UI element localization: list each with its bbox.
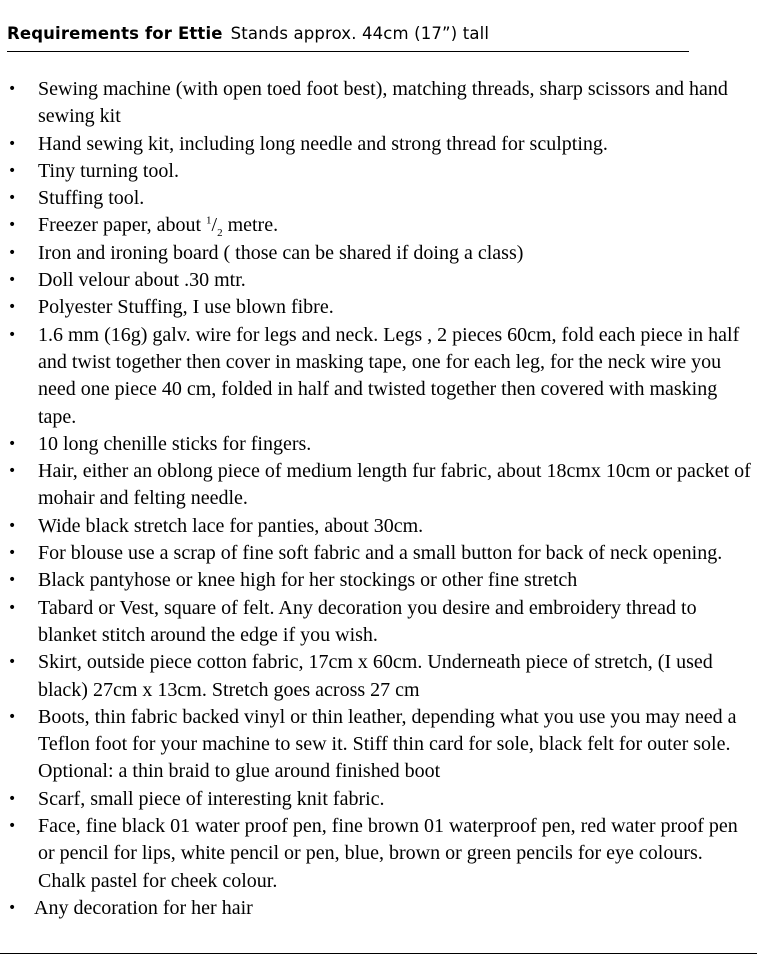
bullet-icon: • bbox=[8, 435, 17, 452]
list-item bbox=[0, 567, 757, 594]
fraction-denominator: 2 bbox=[217, 227, 223, 240]
list-item-text: Wide black stretch lace for panties, about 30cm. bbox=[38, 514, 424, 537]
bullet-icon: • bbox=[8, 572, 17, 589]
list-item-text: Face, fine black 01 water proof pen, fine brown 01 waterproof pen, red water proof pen or pencil for lips, white pencil or pen, blue, brown or green pencils for eye colours. Chalk pastel for cheek colour. bbox=[38, 815, 738, 892]
bullet-icon: • bbox=[8, 708, 17, 725]
list-item bbox=[0, 540, 757, 567]
list-item-text: Polyester Stuffing, I use blown fibre. bbox=[38, 296, 334, 319]
bullet-icon: • bbox=[8, 272, 17, 289]
bottom-divider bbox=[0, 953, 757, 954]
bullet-icon: • bbox=[8, 217, 17, 234]
bullet-icon: • bbox=[8, 790, 17, 807]
bullet-icon: • bbox=[8, 326, 17, 343]
list-item bbox=[0, 322, 757, 431]
list-item-text: Sewing machine (with open toed foot best), matching threads, sharp scissors and hand sewing kit bbox=[38, 78, 728, 128]
list-item bbox=[0, 895, 757, 922]
heading-title: Requirements for Ettie bbox=[7, 24, 223, 43]
list-item bbox=[0, 158, 757, 185]
list-item bbox=[0, 267, 757, 294]
list-item-text: For blouse use a scrap of fine soft fabric and a small button for back of neck opening. bbox=[38, 542, 723, 565]
half-fraction bbox=[206, 214, 223, 240]
list-item bbox=[0, 240, 757, 267]
list-item bbox=[0, 813, 757, 895]
list-item-text: Hair, either an oblong piece of medium length fur fabric, about 18cmx 10cm or packet of mohair and felting needle. bbox=[38, 460, 751, 510]
fraction-slash: / bbox=[211, 214, 218, 237]
bullet-icon: • bbox=[8, 818, 17, 835]
list-item bbox=[0, 185, 757, 212]
requirements-list bbox=[0, 76, 757, 922]
list-item bbox=[0, 76, 757, 131]
list-item bbox=[0, 786, 757, 813]
list-item-text: Doll velour about .30 mtr. bbox=[38, 269, 246, 292]
list-item bbox=[0, 431, 757, 458]
bullet-icon: • bbox=[8, 135, 17, 152]
list-item-text: Tabard or Vest, square of felt. Any decoration you desire and embroidery thread to blanket stitch around the edge if you wish. bbox=[38, 596, 697, 646]
list-item-text: 1.6 mm (16g) galv. wire for legs and neck. Legs , 2 pieces 60cm, fold each piece in half and twist together then cover in masking tape, one for each leg, for the neck wire you need one piece 40 cm, folded in half and twisted together then covered with masking tape. bbox=[38, 323, 740, 428]
bullet-icon: • bbox=[8, 899, 17, 916]
bullet-icon: • bbox=[8, 81, 17, 97]
heading-size-note: Stands approx. 44cm (17”) tall bbox=[230, 24, 490, 43]
bullet-icon: • bbox=[8, 463, 17, 480]
list-item bbox=[0, 704, 757, 786]
requirements-heading bbox=[7, 21, 689, 52]
list-item bbox=[0, 458, 757, 513]
bullet-icon: • bbox=[8, 190, 17, 207]
list-item-text: Iron and ironing board ( those can be shared if doing a class) bbox=[38, 241, 524, 264]
list-item-text: Hand sewing kit, including long needle and strong thread for sculpting. bbox=[38, 132, 608, 155]
bullet-icon: • bbox=[8, 162, 17, 179]
bullet-icon: • bbox=[8, 244, 17, 261]
list-item-text: Freezer paper, about bbox=[38, 214, 206, 237]
list-item-text: Skirt, outside piece cotton fabric, 17cm x 60cm. Underneath piece of stretch, (I used black) 27cm x 13cm. Stretch goes across 27 cm bbox=[38, 651, 713, 701]
bullet-icon: • bbox=[8, 599, 17, 616]
bullet-icon: • bbox=[8, 545, 17, 562]
list-item bbox=[0, 649, 757, 704]
list-item bbox=[0, 513, 757, 540]
list-item-text: Black pantyhose or knee high for her stockings or other fine stretch bbox=[38, 569, 578, 592]
fraction-numerator: 1 bbox=[206, 214, 212, 227]
bullet-icon: • bbox=[8, 299, 17, 316]
list-item-text-end: metre. bbox=[222, 214, 279, 237]
bullet-icon: • bbox=[8, 654, 17, 671]
list-item-text: Scarf, small piece of interesting knit fabric. bbox=[38, 787, 385, 810]
list-item bbox=[0, 294, 757, 321]
list-item-text: Any decoration for her hair bbox=[34, 896, 253, 919]
list-item-text: Boots, thin fabric backed vinyl or thin leather, depending what you use you may need a Teflon foot for your machine to sew it. Stiff thin card for sole, black felt for outer sole. Optional: a thin braid to glue around finished boot bbox=[38, 705, 737, 783]
list-item-text: Tiny turning tool. bbox=[38, 159, 179, 182]
list-item bbox=[0, 131, 757, 158]
list-item bbox=[0, 212, 757, 239]
bullet-icon: • bbox=[8, 517, 17, 534]
list-item-text: Stuffing tool. bbox=[38, 187, 145, 210]
list-item-text: 10 long chenille sticks for fingers. bbox=[38, 432, 312, 455]
list-item bbox=[0, 595, 757, 650]
